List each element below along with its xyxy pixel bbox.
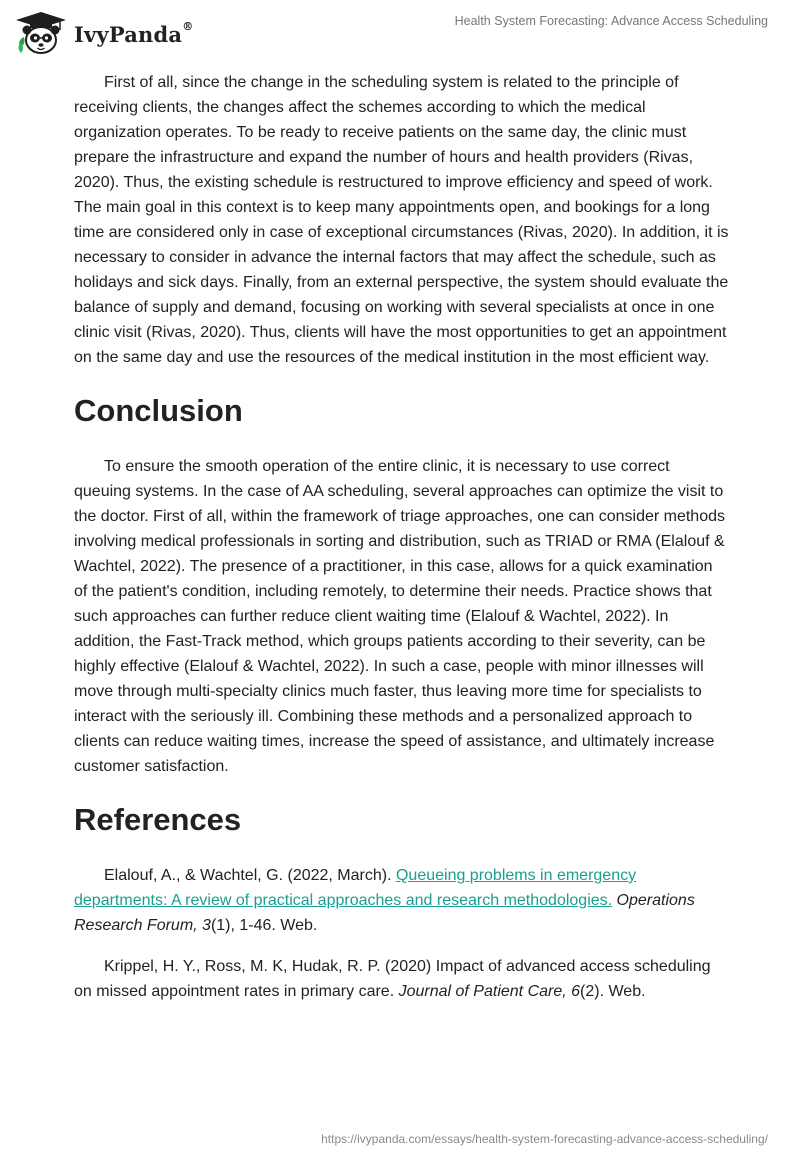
panda-logo-icon bbox=[14, 10, 68, 58]
logo-wordmark: IvyPanda® bbox=[74, 19, 194, 47]
conclusion-paragraph: To ensure the smooth operation of the entire clinic, it is necessary to use correct queuing systems. In the case of AA scheduling, several approaches can optimize the visit to the doctor. First of all, within the framework of triage approaches, one can consider methods involving medical professionals in sorting and distribution, such as TRIAD or RMA (Elalouf & Wachtel, 2022). The presence of a practitioner, in this case, allows for a quick examination of the patient's condition, including remotely, to determine their needs. Practice shows that such approaches can further reduce client waiting time (Elalouf & Wachtel, 2022). In addition, the Fast-Track method, which groups patients according to their severity, can be highly effective (Elalouf & Wachtel, 2022). In such a case, people with minor illnesses will move through multi-specialty clinics much faster, thus leaving more time for specialists to interact with the seriously ill. Combining these methods and a personalized approach to clients can reduce waiting times, increase the speed of assistance, and ultimately increase customer satisfaction. bbox=[74, 458, 725, 775]
reference-entry bbox=[74, 954, 730, 1004]
ivypanda-logo[interactable] bbox=[14, 10, 193, 58]
reference-authors: Krippel, H. Y., Ross, M. K, Hudak, R. P. (2020) Impact of advanced access scheduling on missed appointment rates in primary care. bbox=[74, 958, 711, 1000]
reference-link[interactable]: Queueing problems in emergency departments: A review of practical approaches and research methodologies. bbox=[74, 867, 637, 909]
reference-details: (2). Web. bbox=[580, 983, 646, 1000]
reference-journal: Journal of Patient Care, 6 bbox=[398, 983, 581, 1000]
reference-details: (1), 1-46. Web. bbox=[210, 917, 318, 934]
conclusion-heading: Conclusion bbox=[74, 393, 243, 428]
reference-journal: Operations Research Forum, 3 bbox=[74, 892, 695, 934]
document-title: Health System Forecasting: Advance Access Scheduling bbox=[454, 14, 768, 28]
references-heading: References bbox=[74, 802, 242, 837]
body-paragraph: First of all, since the change in the scheduling system is related to the principle of receiving clients, the changes affect the schemes according to which the medical organization operates. To be ready to receive patients on the same day, the clinic must prepare the infrastructure and expand the number of hours and health providers (Rivas, 2020). Thus, the existing schedule is restructured to improve efficiency and speed of work. The main goal in this context is to keep many appointments open, and bookings for a long time are considered only in case of exceptional circumstances (Rivas, 2020). In addition, it is necessary to consider in advance the internal factors that may affect the schedule, such as holidays and sick days. Finally, from an external perspective, the system should evaluate the balance of supply and demand, focusing on working with several specialists at once in one clinic visit (Rivas, 2020). Thus, clients will have the most opportunities to get an appointment on the same day and use the resources of the medical institution in the most efficient way. bbox=[74, 74, 729, 366]
footer-url[interactable]: https://ivypanda.com/essays/health-system-forecasting-advance-access-scheduling/ bbox=[321, 1132, 768, 1146]
essay-content bbox=[74, 70, 730, 1004]
page-header bbox=[0, 0, 800, 70]
reference-authors: Elalouf, A., & Wachtel, G. (2022, March). bbox=[104, 867, 396, 884]
reference-entry bbox=[74, 863, 730, 938]
